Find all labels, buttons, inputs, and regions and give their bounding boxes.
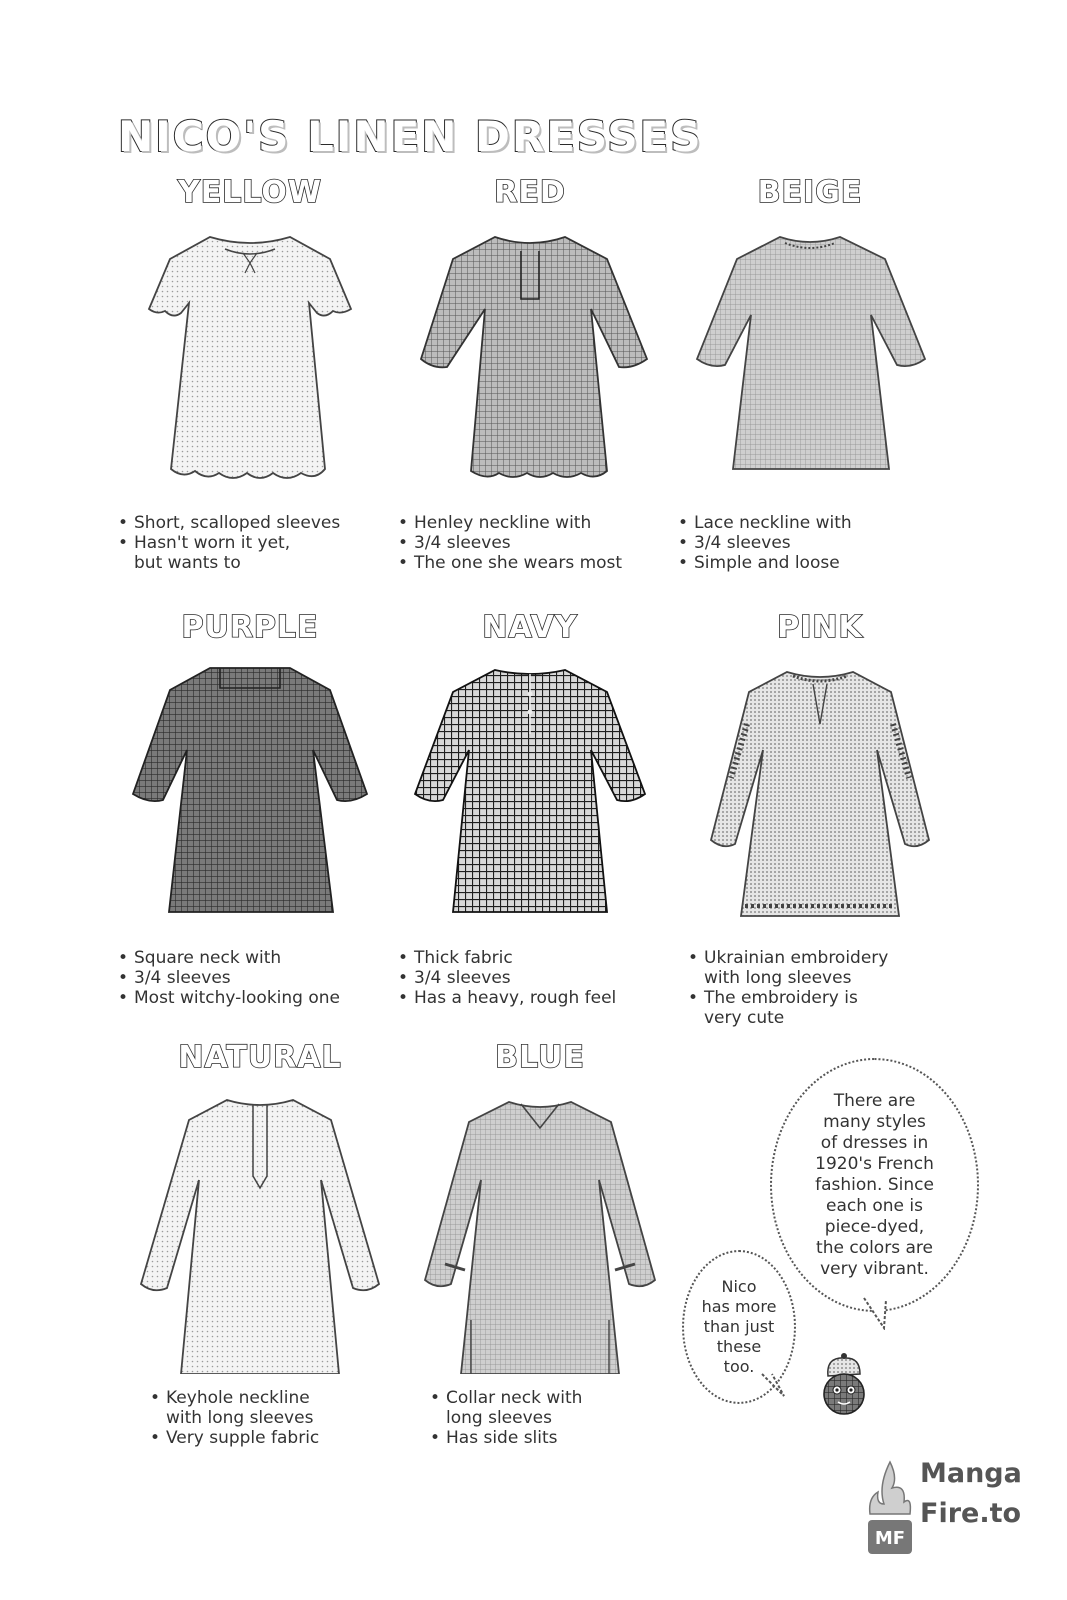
dress-card-pink — [670, 610, 970, 1040]
dress-notes — [118, 513, 408, 573]
dress-card-yellow — [100, 175, 400, 605]
note-item: • Hasn't worn it yet, but wants to — [118, 533, 408, 573]
dress-label: NATURAL — [178, 1040, 342, 1075]
dress-illustration — [395, 219, 665, 509]
dress-label: PURPLE — [181, 610, 319, 645]
bubble-tail-large — [860, 1296, 900, 1330]
note-item: • Collar neck with long sleeves — [430, 1388, 720, 1428]
svg-text:MF: MF — [874, 1528, 906, 1549]
dress-label: BLUE — [495, 1040, 585, 1075]
note-item: • The embroidery is very cute — [688, 988, 978, 1028]
dress-illustration — [115, 219, 385, 509]
note-item: • The one she wears most — [398, 553, 688, 573]
dress-card-blue — [390, 1040, 690, 1470]
dress-card-natural — [110, 1040, 410, 1470]
dress-illustration — [395, 654, 665, 944]
note-item: • Keyhole neckline with long sleeves — [150, 1388, 440, 1428]
flame-logo-icon — [866, 1458, 914, 1558]
dress-notes — [398, 513, 688, 573]
speech-text: Nico has more than just these too. — [701, 1277, 777, 1376]
speech-bubble-large — [770, 1058, 979, 1312]
note-item: • Has side slits — [430, 1428, 720, 1448]
watermark-line1: Manga — [920, 1458, 1022, 1489]
dress-label: YELLOW — [178, 175, 322, 210]
dress-illustration — [675, 219, 945, 509]
note-item: • Ukrainian embroidery with long sleeves — [688, 948, 978, 988]
dress-illustration — [115, 654, 385, 944]
note-item: • Lace neckline with — [678, 513, 968, 533]
dress-card-red — [380, 175, 680, 605]
dress-illustration — [405, 1084, 675, 1374]
dress-notes — [688, 948, 978, 1028]
note-item: • Short, scalloped sleeves — [118, 513, 408, 533]
dress-card-beige — [660, 175, 960, 605]
dress-notes — [430, 1388, 720, 1448]
dress-label: RED — [494, 175, 566, 210]
dress-label: NAVY — [482, 610, 578, 645]
dress-illustration — [125, 1084, 395, 1374]
dress-card-navy — [380, 610, 680, 1040]
note-item: • Has a heavy, rough feel — [398, 988, 688, 1008]
note-item: • Thick fabric — [398, 948, 688, 968]
dress-card-purple — [100, 610, 400, 1040]
note-item: • Henley neckline with — [398, 513, 688, 533]
page-title: NICO'S LINEN DRESSES — [118, 112, 703, 161]
dress-label: BEIGE — [757, 175, 863, 210]
note-item: • Simple and loose — [678, 553, 968, 573]
dress-notes — [398, 948, 688, 1008]
note-item: • Most witchy-looking one — [118, 988, 408, 1008]
note-item: • 3/4 sleeves — [678, 533, 968, 553]
note-item: • Square neck with — [118, 948, 408, 968]
dress-illustration — [685, 654, 955, 944]
character-mascot — [816, 1350, 872, 1420]
note-item: • 3/4 sleeves — [398, 968, 688, 988]
dress-notes — [118, 948, 408, 1008]
note-item: • 3/4 sleeves — [118, 968, 408, 988]
bubble-tail-small — [760, 1372, 790, 1398]
note-item: • 3/4 sleeves — [398, 533, 688, 553]
dress-notes — [678, 513, 968, 573]
watermark — [866, 1448, 1036, 1568]
note-item: • Very supple fabric — [150, 1428, 440, 1448]
dress-label: PINK — [777, 610, 863, 645]
speech-text: There are many styles of dresses in 1920's French fashion. Since each one is piece-dyed, the colors are very vibrant. — [815, 1090, 934, 1279]
watermark-line2: Fire.to — [920, 1498, 1022, 1529]
